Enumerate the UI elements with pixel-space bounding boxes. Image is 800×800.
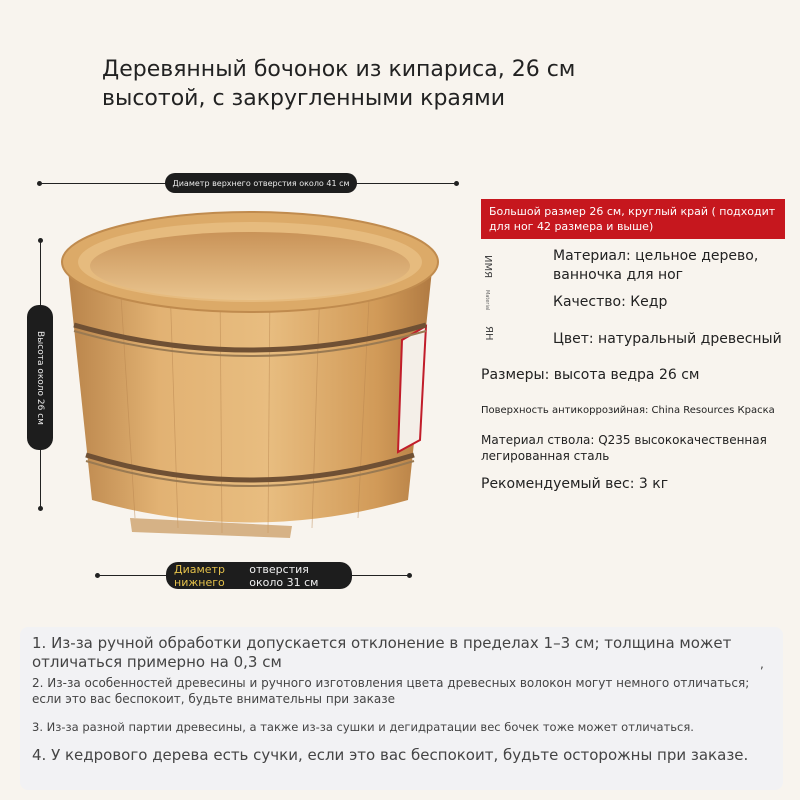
- bottom-diameter-label-line2: отверстия около 31 см: [249, 562, 319, 589]
- bottom-diameter-label: [166, 562, 352, 589]
- spec-color: Цвет: натуральный древесный: [553, 331, 782, 347]
- ya-side-label: ЯН: [483, 326, 494, 341]
- height-label: Высота около 26 см: [27, 305, 53, 450]
- bottom-diameter-endpoint-left: [95, 573, 100, 578]
- name-side-label: ИМЯ: [482, 255, 493, 279]
- size-banner: Большой размер 26 см, круглый край ( подходит для ног 42 размера и выше): [481, 199, 785, 239]
- spec-barrel-material: Материал ствола: Q235 высококачественная легированная сталь: [481, 433, 767, 463]
- note-stray-comma: ,: [760, 657, 764, 671]
- top-diameter-endpoint-left: [37, 181, 42, 186]
- bottom-diameter-label-line1: Диаметр нижнего: [174, 562, 225, 589]
- spec-quality: Качество: Кедр: [553, 294, 668, 310]
- material-side-label: Material: [484, 290, 490, 311]
- spec-weight: Рекомендуемый вес: 3 кг: [481, 476, 669, 492]
- top-diameter-label: Диаметр верхнего отверстия около 41 см: [165, 173, 357, 193]
- note-1: 1. Из-за ручной обработки допускается отклонение в пределах 1–3 см; толщина может отличаться примерно на 0,3 см: [32, 634, 732, 671]
- spec-size: Размеры: высота ведра 26 см: [481, 367, 700, 383]
- spec-material: Материал: цельное дерево, ванночка для ног: [553, 248, 759, 283]
- bottom-diameter-endpoint-right: [407, 573, 412, 578]
- top-diameter-endpoint-right: [454, 181, 459, 186]
- page-title: Деревянный бочонок из кипариса, 26 см высотой, с закругленными краями: [102, 57, 576, 111]
- note-3: 3. Из-за разной партии древесины, а также из-за сушки и дегидратации вес бочек тоже может отличаться.: [32, 720, 694, 734]
- note-4: 4. У кедрового дерева есть сучки, если это вас беспокоит, будьте осторожны при заказе.: [32, 746, 749, 764]
- note-2: 2. Из-за особенностей древесины и ручного изготовления цвета древесных волокон могут немного отличаться; если это вас беспокоит, будьте внимательны при заказе: [32, 676, 750, 706]
- wooden-bucket-image: [40, 200, 460, 545]
- spec-surface: Поверхность антикоррозийная: China Resources Краска: [481, 405, 775, 416]
- notes-panel: [20, 627, 783, 790]
